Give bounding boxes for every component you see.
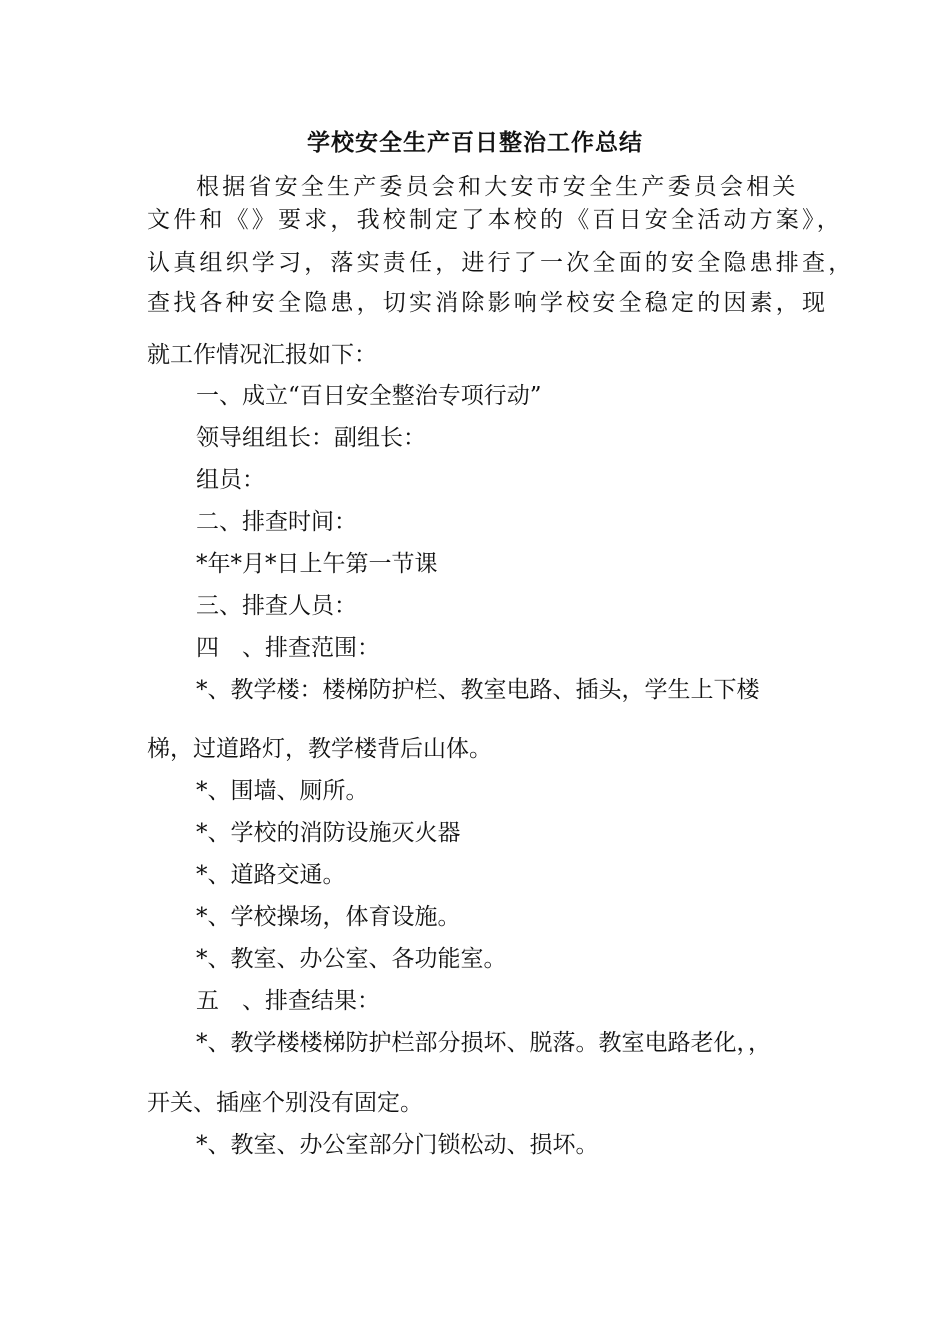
- list-item-continuation: 开关、插座个别没有固定。: [147, 1090, 423, 1116]
- paragraph-line: *年*月*日上午第一节课: [196, 551, 438, 577]
- section-heading: 一、成立“百日安全整治专项行动”: [196, 383, 542, 409]
- paragraph-line: 查找各种安全隐患，切实消除影响学校安全稳定的因素，现: [147, 290, 829, 316]
- list-item: *、学校的消防设施灭火器: [196, 820, 461, 846]
- section-heading: 五 、排查结果：: [196, 988, 380, 1014]
- paragraph-line: 文件和《》要求，我校制定了本校的《百日安全活动方案》，: [147, 207, 843, 233]
- paragraph-line: 组员：: [196, 467, 265, 493]
- list-item-continuation: 梯，过道路灯，教学楼背后山体。: [147, 736, 492, 762]
- section-heading: 二、排查时间：: [196, 509, 357, 535]
- list-item: *、教学楼楼梯防护栏部分损坏、脱落。教室电路老化，，: [196, 1030, 771, 1056]
- list-item: *、教室、办公室、各功能室。: [196, 946, 507, 972]
- list-item: *、教学楼：楼梯防护栏、教室电路、插头，学生上下楼: [196, 677, 760, 703]
- paragraph-line: 根据省安全生产委员会和大安市安全生产委员会相关: [196, 174, 799, 200]
- list-item: *、道路交通。: [196, 862, 346, 888]
- list-item: *、学校操场，体育设施。: [196, 904, 461, 930]
- paragraph-line: 认真组织学习，落实责任，进行了一次全面的安全隐患排查，: [147, 250, 855, 276]
- paragraph-line: 就工作情况汇报如下：: [147, 342, 377, 368]
- section-heading: 四 、排查范围：: [196, 635, 380, 661]
- document-title: 学校安全生产百日整治工作总结: [307, 129, 643, 156]
- list-item: *、教室、办公室部分门锁松动、损坏。: [196, 1132, 599, 1158]
- paragraph-line: 领导组组长：副组长：: [196, 425, 426, 451]
- list-item: *、围墙、厕所。: [196, 778, 369, 804]
- section-heading: 三、排查人员：: [196, 593, 357, 619]
